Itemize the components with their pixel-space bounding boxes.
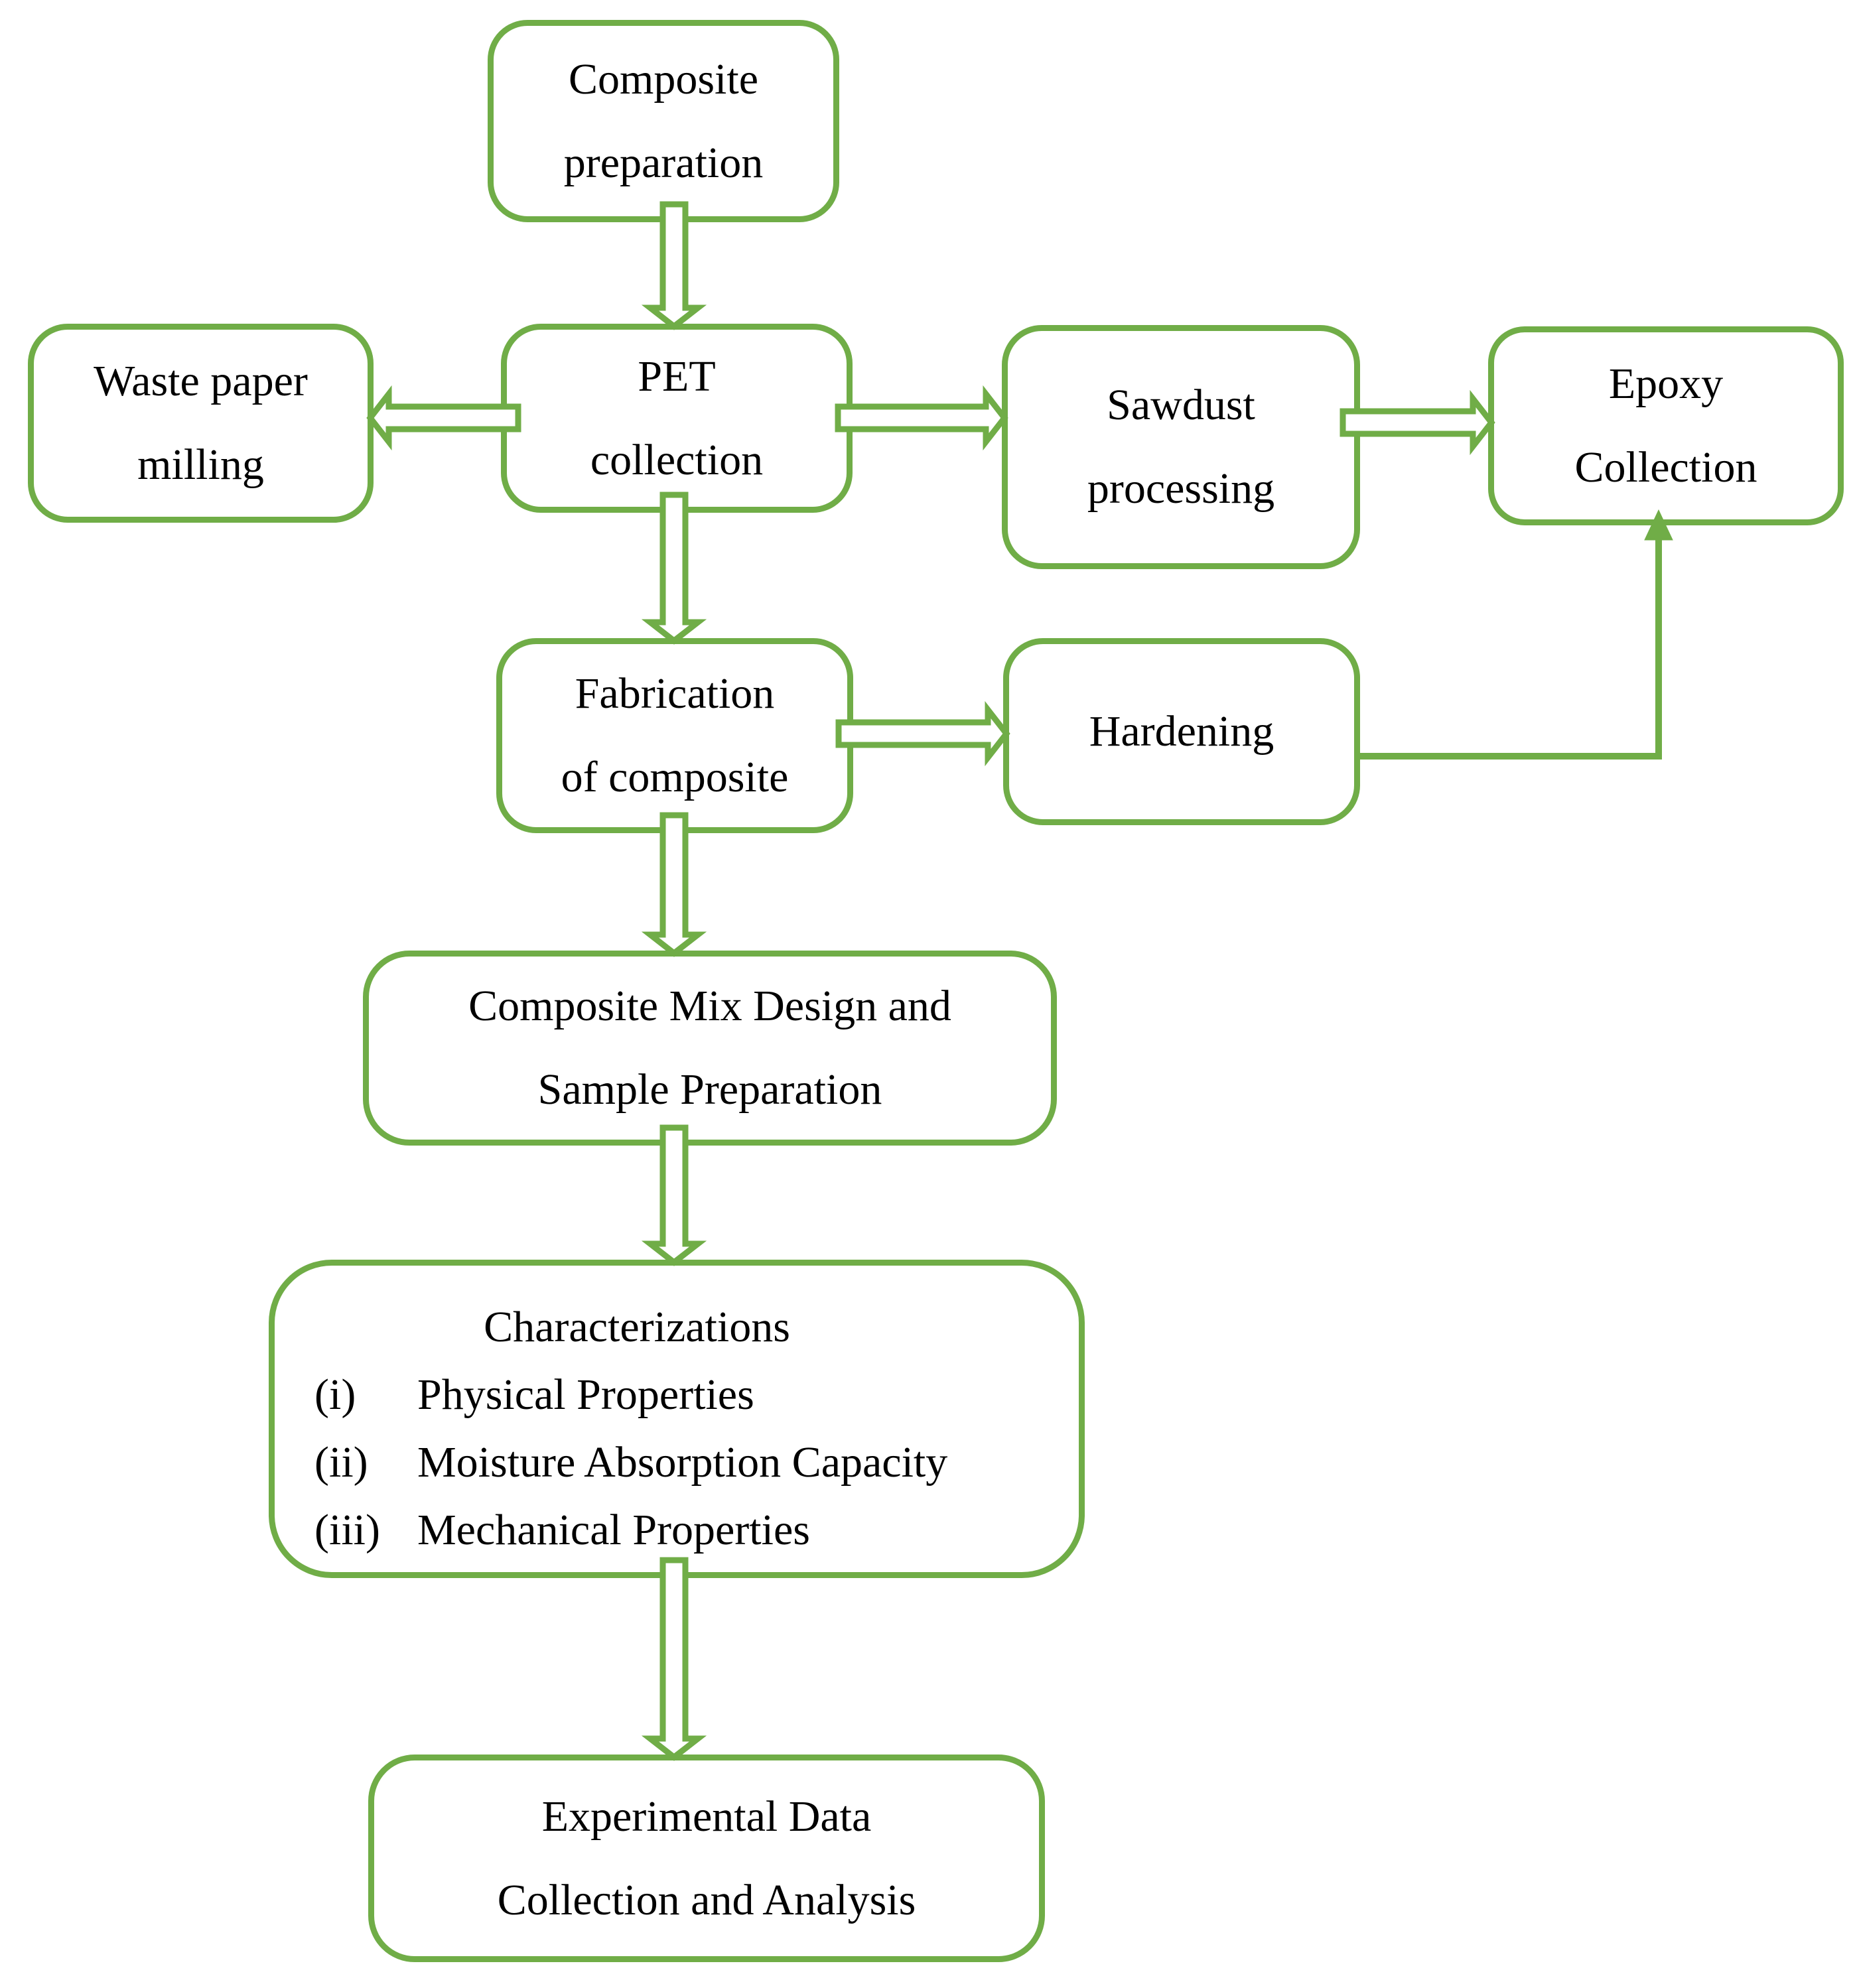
node-label-line: Sample Preparation <box>537 1065 882 1114</box>
characterizations-item-mechanical <box>275 1496 1079 1564</box>
node-label-line: preparation <box>563 138 764 187</box>
node-label-line: milling <box>137 440 264 489</box>
arrow-fabrication-of-composite-to-hardening <box>839 710 1006 758</box>
item-label: Moisture Absorption Capacity <box>417 1438 948 1487</box>
item-label: Physical Properties <box>417 1370 754 1419</box>
characterizations-title: Characterizations <box>484 1303 790 1351</box>
item-numeral: (iii) <box>314 1506 380 1554</box>
node-sawdust-processing <box>1002 325 1360 569</box>
node-composite-preparation <box>488 20 839 222</box>
node-label-line: Waste paper <box>94 357 308 405</box>
node-label-line: Collection and Analysis <box>497 1875 916 1924</box>
node-label-line: Fabrication <box>575 669 775 718</box>
item-numeral: (ii) <box>314 1438 368 1487</box>
arrow-fabrication-of-composite-to-composite-mix-design <box>650 815 698 953</box>
characterizations-item-physical <box>275 1361 1079 1429</box>
node-label-line: Sawdust <box>1107 381 1255 429</box>
node-hardening <box>1003 638 1360 825</box>
node-composite-mix-design <box>363 951 1057 1146</box>
node-label-line: Experimental Data <box>541 1792 872 1841</box>
node-label-line: collection <box>590 435 764 484</box>
arrow-characterizations-to-experimental-data <box>650 1560 698 1757</box>
node-characterizations <box>269 1260 1085 1578</box>
node-label-line: Composite Mix Design and <box>468 982 951 1030</box>
arrow-composite-mix-design-to-characterizations <box>650 1128 698 1262</box>
item-label: Mechanical Properties <box>417 1506 810 1554</box>
node-label-line: Epoxy <box>1608 360 1724 408</box>
node-label-line: processing <box>1087 464 1275 513</box>
node-label-line: PET <box>638 352 716 401</box>
node-label-line: Composite <box>568 54 758 103</box>
node-label-line: of composite <box>561 753 789 801</box>
arrow-composite-preparation-to-pet-collection <box>650 204 698 326</box>
node-pet-collection <box>501 324 853 513</box>
node-fabrication-of-composite <box>496 638 853 833</box>
arrow-pet-collection-to-fabrication-of-composite <box>650 495 698 641</box>
arrow-pet-collection-to-waste-paper-milling <box>370 394 518 442</box>
arrow-pet-collection-to-sawdust-processing <box>838 394 1004 442</box>
node-epoxy-collection <box>1488 326 1844 525</box>
arrow-sawdust-processing-to-epoxy-collection <box>1343 399 1491 446</box>
arrow-hardening-to-epoxy-collection <box>1357 510 1673 756</box>
node-waste-paper-milling <box>28 324 374 523</box>
node-label-line: Hardening <box>1089 707 1274 756</box>
item-numeral: (i) <box>314 1370 356 1419</box>
node-experimental-data <box>368 1755 1045 1962</box>
characterizations-item-moisture <box>275 1429 1079 1496</box>
node-label-line: Collection <box>1574 443 1757 492</box>
